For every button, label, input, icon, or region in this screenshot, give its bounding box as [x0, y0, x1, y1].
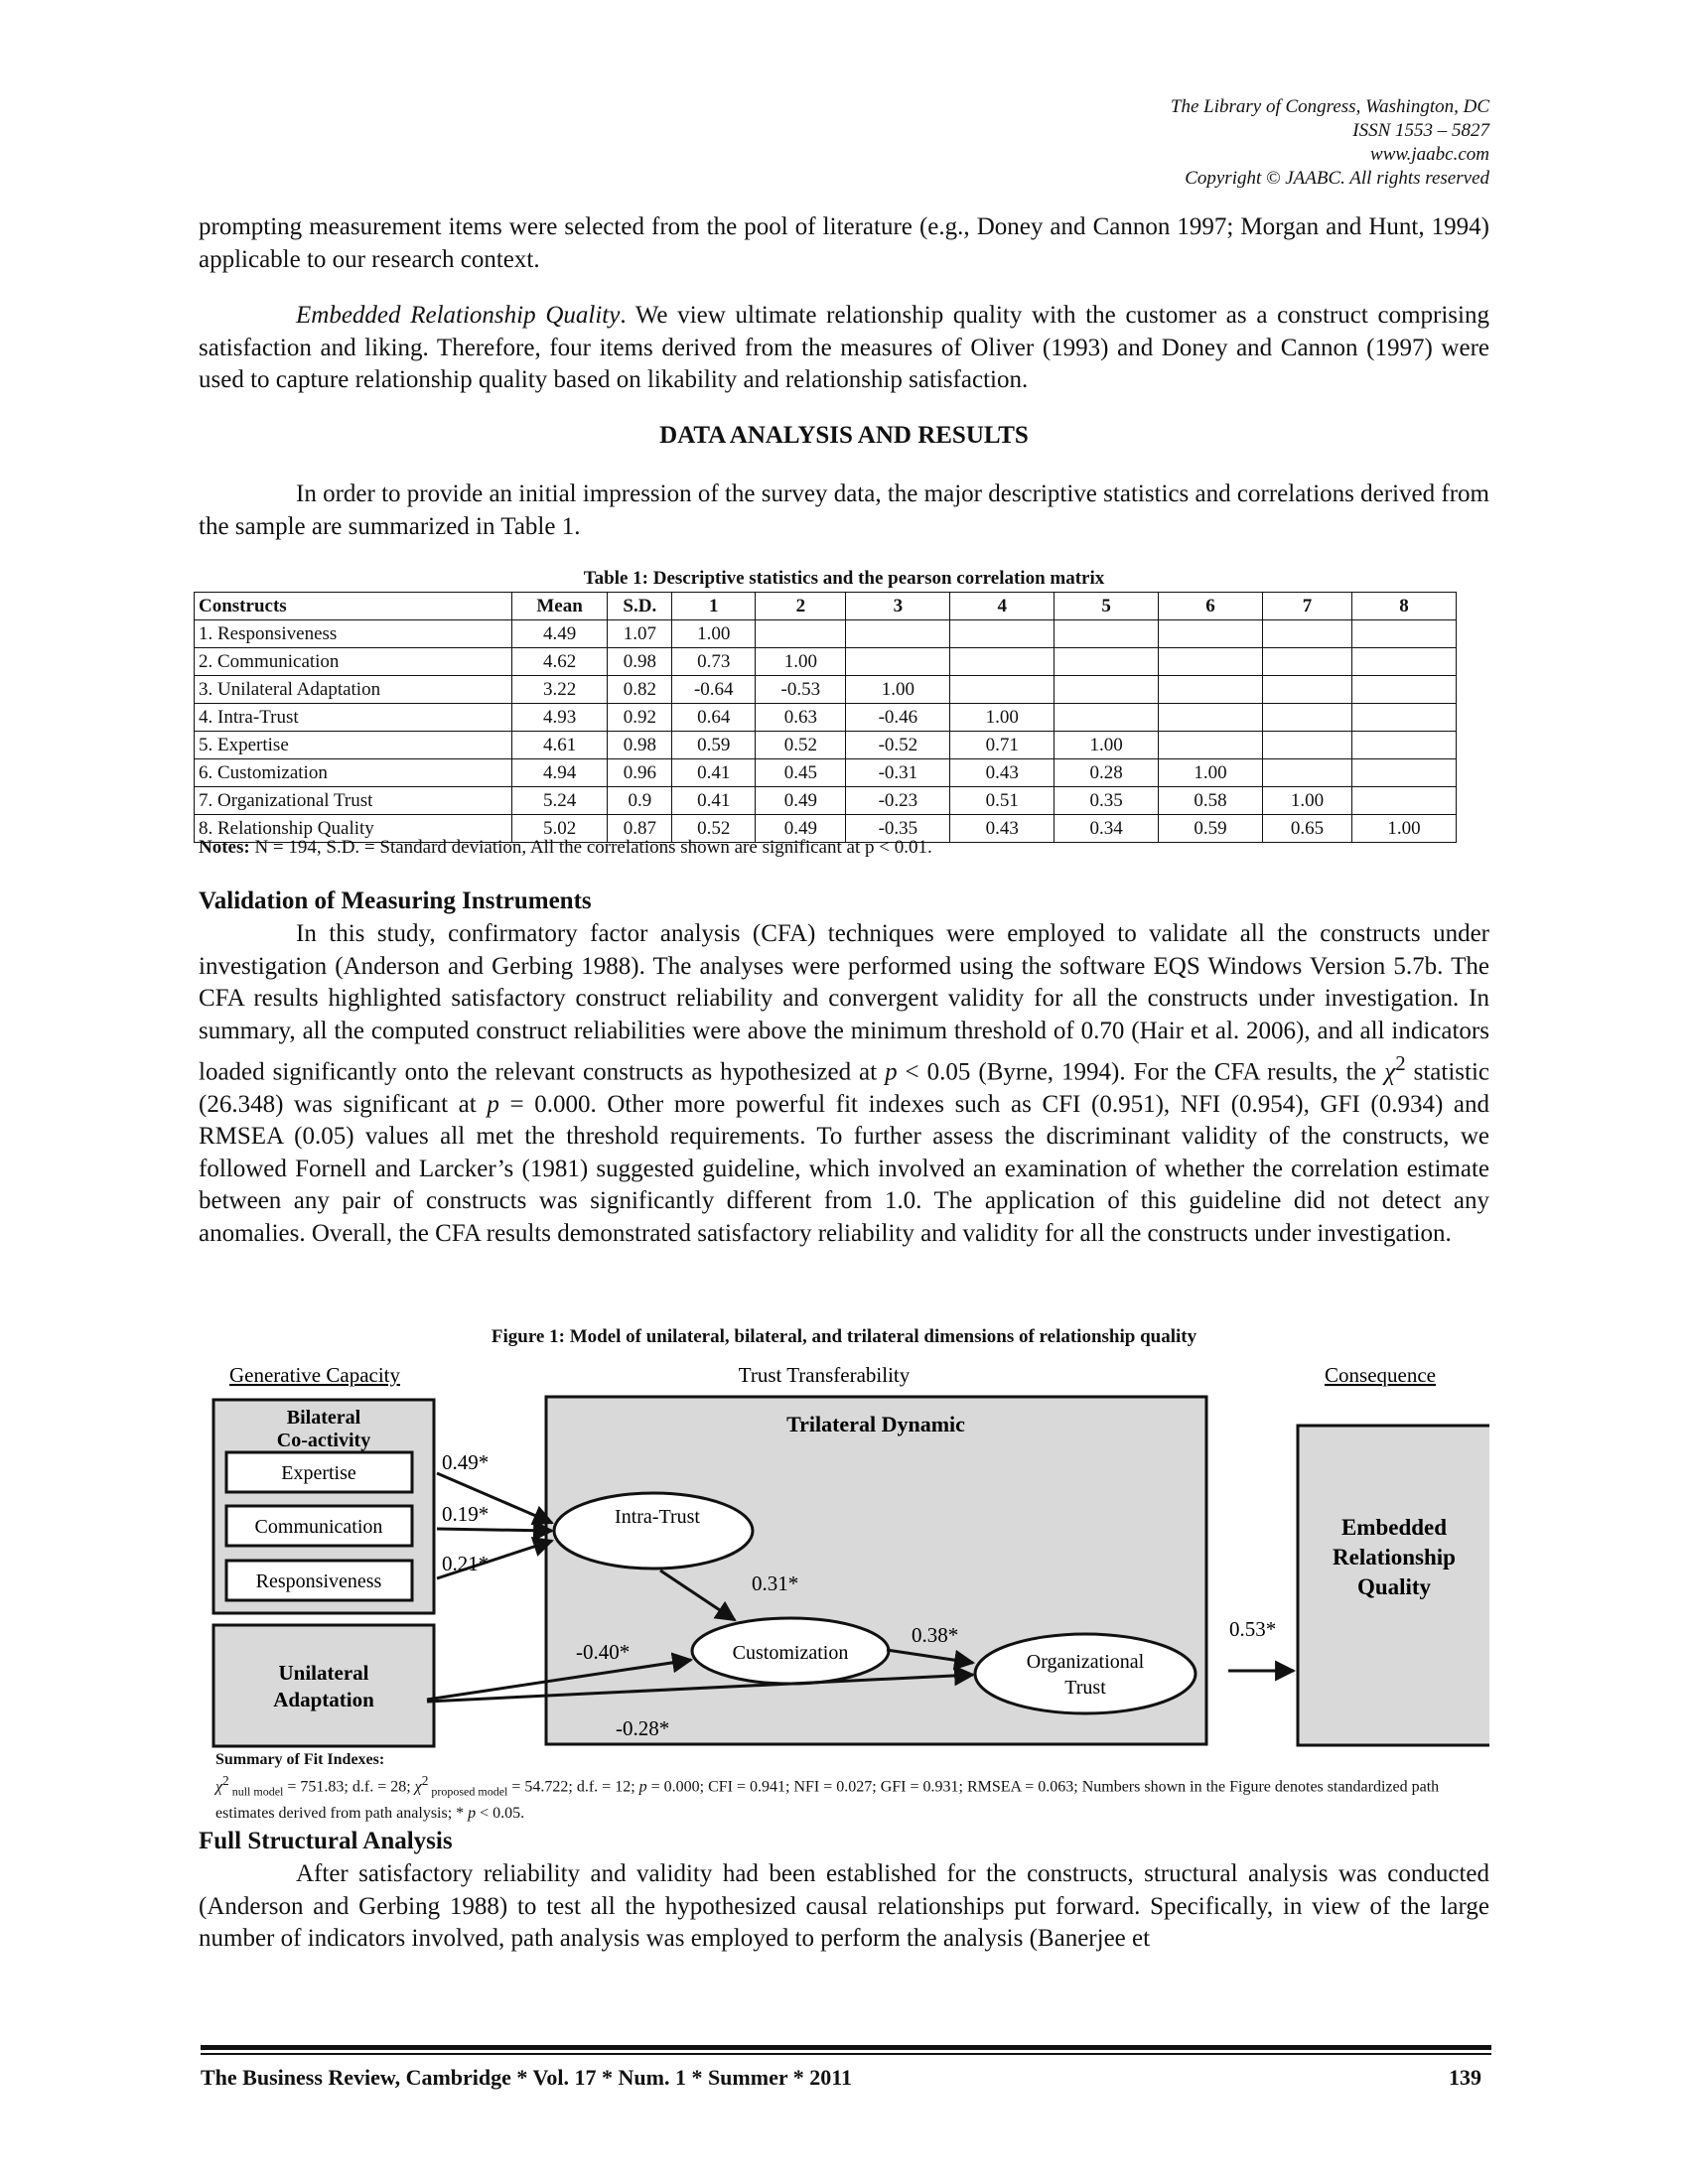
- org-trust-label-2: Trust: [1064, 1677, 1106, 1699]
- paragraph-2-lead: Embedded Relationship Quality: [296, 302, 621, 329]
- table-cell: 0.45: [756, 759, 846, 787]
- paragraph-1: prompting measurement items were selected from the pool of literature (e.g., Doney and Cannon 1997; Morgan and Hunt, 1994) applicable to our research context.: [199, 213, 1489, 273]
- table-cell: [846, 648, 950, 676]
- table-cell: 0.52: [672, 815, 756, 843]
- table-cell: 0.43: [950, 815, 1055, 843]
- path-label-responsiveness: 0.21*: [442, 1552, 490, 1575]
- table-cell: [1352, 648, 1457, 676]
- table-cell: 0.49: [756, 787, 846, 815]
- table-cell: 1.00: [1055, 732, 1159, 759]
- responsiveness-label: Responsiveness: [255, 1570, 382, 1592]
- table-cell: 0.28: [1055, 759, 1159, 787]
- paragraph-4-part-a: In this study, confirmatory factor analysis (CFA) techniques were employed to validate all the constructs under investigation (Anderson and Gerbing 1988). The analyses were performed using the software EQS Windows Version 5.7b. The CFA results highlighted satisfactory construct reliability and convergent validity for all the constructs under investigation. In summary, all the computed construct reliabilities were above the minimum threshold of 0.70 (Hair et al. 2006), and all indicators loaded significantly onto the relevant constructs as hypothesized at: [199, 920, 1489, 1086]
- paragraph-2: [199, 300, 1489, 397]
- fit-summary-tail: < 0.05.: [476, 1804, 525, 1822]
- table-cell: -0.64: [672, 676, 756, 704]
- path-label-unilateral-org-trust: -0.28*: [616, 1716, 670, 1740]
- p-symbol: p: [468, 1804, 477, 1822]
- paragraph-4-part-b: < 0.05 (Byrne, 1994). For the CFA results, the: [897, 1058, 1385, 1086]
- table-cell: [1055, 704, 1159, 732]
- table-cell: 0.41: [672, 787, 756, 815]
- journal-header: [1171, 95, 1489, 191]
- table-cell: [1055, 648, 1159, 676]
- table-cell: [950, 676, 1055, 704]
- table-header-cell: S.D.: [608, 593, 672, 620]
- table-cell: [1159, 732, 1263, 759]
- table-cell: 0.41: [672, 759, 756, 787]
- construct-name-cell: 7. Organizational Trust: [195, 787, 512, 815]
- path-label-intra-customization: 0.31*: [752, 1571, 799, 1595]
- table-header-cell: 5: [1055, 593, 1159, 620]
- construct-name-cell: 5. Expertise: [195, 732, 512, 759]
- table-cell: -0.23: [846, 787, 950, 815]
- table-cell: 0.64: [672, 704, 756, 732]
- table-cell: [1352, 620, 1457, 648]
- unilateral-label-2: Adaptation: [273, 1688, 374, 1711]
- organizational-trust-node: [975, 1634, 1196, 1713]
- table-cell: [1159, 676, 1263, 704]
- table-cell: -0.46: [846, 704, 950, 732]
- footer-rule-thick: [201, 2045, 1491, 2050]
- table-cell: 0.52: [756, 732, 846, 759]
- table-cell: 3.22: [511, 676, 607, 704]
- table-cell: 1.00: [846, 676, 950, 704]
- org-trust-label-1: Organizational: [1026, 1651, 1145, 1673]
- path-label-customization-org-trust: 0.38*: [912, 1623, 959, 1647]
- table-notes: [199, 837, 932, 859]
- table-header-cell: 7: [1262, 593, 1351, 620]
- proposed-model-subscript: proposed model: [428, 1784, 508, 1799]
- table-cell: 5.02: [511, 815, 607, 843]
- table-cell: 4.93: [511, 704, 607, 732]
- chi-superscript: 2: [421, 1773, 429, 1788]
- footer-rule-thin: [201, 2053, 1491, 2055]
- table-row: [195, 676, 1457, 704]
- erq-label-2: Relationship: [1333, 1545, 1456, 1570]
- expertise-label: Expertise: [281, 1462, 356, 1484]
- descriptive-table: [194, 592, 1457, 843]
- p-symbol: p: [638, 1778, 647, 1796]
- col-generative-capacity: Generative Capacity: [229, 1363, 400, 1387]
- null-model-subscript: null model: [228, 1784, 284, 1799]
- construct-name-cell: 8. Relationship Quality: [195, 815, 512, 843]
- table-cell: [1262, 676, 1351, 704]
- notes-label: Notes:: [199, 837, 250, 858]
- header-line-3: www.jaabc.com: [1370, 144, 1489, 165]
- table-cell: 1.00: [756, 648, 846, 676]
- table-cell: [1262, 704, 1351, 732]
- table-header-cell: 1: [672, 593, 756, 620]
- table-header-row: [195, 593, 1457, 620]
- table-row: [195, 704, 1457, 732]
- table-cell: [1352, 787, 1457, 815]
- chi-superscript: 2: [1395, 1051, 1406, 1075]
- table-header-cell: 3: [846, 593, 950, 620]
- path-model-diagram: [199, 1352, 1489, 1749]
- table-cell: 1.07: [608, 620, 672, 648]
- table-cell: [1159, 704, 1263, 732]
- table-cell: 0.58: [1159, 787, 1263, 815]
- figure-caption: Figure 1: Model of unilateral, bilateral, and trilateral dimensions of relationship quality: [491, 1326, 1197, 1347]
- table-cell: [1159, 620, 1263, 648]
- table-cell: 0.63: [756, 704, 846, 732]
- header-line-1: The Library of Congress, Washington, DC: [1170, 96, 1489, 117]
- table-cell: -0.53: [756, 676, 846, 704]
- table-cell: 0.73: [672, 648, 756, 676]
- subheading-validation: Validation of Measuring Instruments: [199, 887, 592, 914]
- table-cell: 0.98: [608, 648, 672, 676]
- bilateral-label-2: Co-activity: [276, 1430, 371, 1451]
- table-row: [195, 759, 1457, 787]
- table-cell: 0.51: [950, 787, 1055, 815]
- path-label-expertise: 0.49*: [442, 1450, 490, 1474]
- table-cell: -0.31: [846, 759, 950, 787]
- table-cell: [1159, 648, 1263, 676]
- table-cell: 0.65: [1262, 815, 1351, 843]
- table-cell: 1.00: [672, 620, 756, 648]
- p-symbol: p: [487, 1090, 499, 1118]
- bilateral-label-1: Bilateral: [286, 1407, 361, 1429]
- table-row: [195, 648, 1457, 676]
- table-cell: [950, 620, 1055, 648]
- construct-name-cell: 6. Customization: [195, 759, 512, 787]
- table-cell: -0.35: [846, 815, 950, 843]
- table-cell: 1.00: [950, 704, 1055, 732]
- table-cell: [1262, 620, 1351, 648]
- table-cell: 0.35: [1055, 787, 1159, 815]
- erq-label-3: Quality: [1356, 1574, 1432, 1599]
- journal-footer: [201, 2065, 1481, 2091]
- table-cell: [1055, 620, 1159, 648]
- table-cell: [1055, 676, 1159, 704]
- table-header-cell: Mean: [511, 593, 607, 620]
- communication-label: Communication: [254, 1516, 383, 1538]
- table-cell: 0.82: [608, 676, 672, 704]
- header-line-2: ISSN 1553 – 5827: [1352, 120, 1489, 141]
- table-caption: Table 1: Descriptive statistics and the pearson correlation matrix: [583, 568, 1105, 589]
- table-cell: 0.43: [950, 759, 1055, 787]
- chi-symbol: χ: [1384, 1058, 1396, 1086]
- table-header-cell: 6: [1159, 593, 1263, 620]
- table-cell: 1.00: [1352, 815, 1457, 843]
- table-cell: [1352, 704, 1457, 732]
- table-cell: 0.71: [950, 732, 1055, 759]
- null-model-value: = 751.83; d.f. = 28;: [283, 1778, 415, 1796]
- trilateral-label: Trilateral Dynamic: [786, 1412, 965, 1436]
- table-header-cell: 8: [1352, 593, 1457, 620]
- table-cell: 0.87: [608, 815, 672, 843]
- construct-name-cell: 3. Unilateral Adaptation: [195, 676, 512, 704]
- table-cell: [950, 648, 1055, 676]
- unilateral-adaptation-box: [213, 1625, 434, 1746]
- table-row: [195, 787, 1457, 815]
- table-cell: 1.00: [1159, 759, 1263, 787]
- path-label-unilateral-customization: -0.40*: [576, 1640, 631, 1664]
- table-header-cell: 2: [756, 593, 846, 620]
- table-cell: 0.59: [672, 732, 756, 759]
- fit-summary-text: [215, 1770, 1496, 1824]
- table-cell: 5.24: [511, 787, 607, 815]
- fit-summary-label: Summary of Fit Indexes:: [215, 1751, 385, 1768]
- table-header-cell: 4: [950, 593, 1055, 620]
- chi-symbol: χ: [215, 1778, 223, 1796]
- construct-name-cell: 4. Intra-Trust: [195, 704, 512, 732]
- table-cell: 4.49: [511, 620, 607, 648]
- table-cell: 0.9: [608, 787, 672, 815]
- table-cell: -0.52: [846, 732, 950, 759]
- fit-indexes-summary: [215, 1749, 1496, 1824]
- customization-label: Customization: [732, 1642, 849, 1664]
- table-cell: [1352, 759, 1457, 787]
- col-consequence: Consequence: [1325, 1363, 1436, 1387]
- proposed-model-value: = 54.722; d.f. = 12;: [507, 1778, 639, 1796]
- table-cell: [1262, 732, 1351, 759]
- table-body: [195, 620, 1457, 843]
- paragraph-4-part-c: statistic (26.348) was significant at: [199, 1058, 1489, 1118]
- table-cell: 0.49: [756, 815, 846, 843]
- table-row: [195, 620, 1457, 648]
- table-cell: 0.59: [1159, 815, 1263, 843]
- footer-journal: The Business Review, Cambridge * Vol. 17 * Num. 1 * Summer * 2011: [201, 2065, 852, 2090]
- header-line-4: Copyright © JAABC. All rights reserved: [1185, 168, 1489, 189]
- table-cell: 4.94: [511, 759, 607, 787]
- subheading-structural: Full Structural Analysis: [199, 1828, 453, 1854]
- table-cell: 4.61: [511, 732, 607, 759]
- erq-label-1: Embedded: [1340, 1515, 1448, 1540]
- construct-name-cell: 2. Communication: [195, 648, 512, 676]
- notes-text: N = 194, S.D. = Standard deviation, All the correlations shown are significant at p < 0.01.: [249, 837, 932, 858]
- construct-name-cell: 1. Responsiveness: [195, 620, 512, 648]
- paragraph-2-text: . We view ultimate relationship quality with the customer as a construct comprising satisfaction and liking. Therefore, four items derived from the measures of Oliver (1993) and Doney and Cannon (1997) were used to capture relationship quality based on likability and relationship satisfaction.: [199, 302, 1489, 393]
- table-cell: 0.92: [608, 704, 672, 732]
- chi-superscript: 2: [222, 1773, 229, 1788]
- path-label-communication: 0.19*: [442, 1502, 490, 1526]
- table-cell: [756, 620, 846, 648]
- table-cell: 4.62: [511, 648, 607, 676]
- paragraph-3: In order to provide an initial impression of the survey data, the major descriptive statistics and correlations derived from the sample are summarized in Table 1.: [199, 480, 1489, 540]
- p-symbol: p: [885, 1058, 898, 1086]
- intra-trust-node: [554, 1493, 753, 1569]
- section-title: DATA ANALYSIS AND RESULTS: [659, 422, 1029, 449]
- path-label-org-trust-erq: 0.53*: [1229, 1617, 1277, 1641]
- paragraph-4-part-d: = 0.000. Other more powerful fit indexes such as CFI (0.951), NFI (0.954), GFI (0.934) and RMSEA (0.05) values all met the threshold requirements. To further assess the discriminant validity of the constructs, we followed Fornell and Larcker’s (1981) suggested guideline, which involved an examination of whether the correlation estimate between any pair of constructs was significantly different from 1.0. The application of this guideline did not detect any anomalies. Overall, the CFA results demonstrated satisfactory reliability and validity for all the constructs under investigation.: [199, 1090, 1489, 1247]
- paragraph-4: [199, 918, 1489, 1250]
- table-cell: [1352, 732, 1457, 759]
- table-cell: [1262, 759, 1351, 787]
- page-number: 139: [1449, 2065, 1481, 2090]
- table-row: [195, 732, 1457, 759]
- col-trust-transferability: Trust Transferability: [738, 1363, 911, 1387]
- table-cell: 1.00: [1262, 787, 1351, 815]
- table-cell: [1262, 648, 1351, 676]
- paragraph-5: After satisfactory reliability and validity had been established for the constructs, structural analysis was conducted (Anderson and Gerbing 1988) to test all the hypothesized causal relationships put forward. Specifically, in view of the large number of indicators involved, path analysis was employed to perform the analysis (Banerjee et: [199, 1860, 1489, 1952]
- fit-summary-rest: = 0.000; CFI = 0.941; NFI = 0.027; GFI = 0.931; RMSEA = 0.063; Numbers shown in the Figure denotes standardized path estimates derived from path analysis; *: [215, 1778, 1440, 1822]
- table-cell: 0.96: [608, 759, 672, 787]
- intra-trust-label: Intra-Trust: [615, 1506, 700, 1528]
- arrow-communication-to-intra-trust: [437, 1529, 552, 1531]
- table-cell: 0.34: [1055, 815, 1159, 843]
- unilateral-label-1: Unilateral: [278, 1661, 369, 1685]
- chi-symbol: χ: [414, 1778, 422, 1796]
- table-cell: [846, 620, 950, 648]
- table-cell: 0.98: [608, 732, 672, 759]
- table-header-cell: Constructs: [195, 593, 512, 620]
- table-cell: [1352, 676, 1457, 704]
